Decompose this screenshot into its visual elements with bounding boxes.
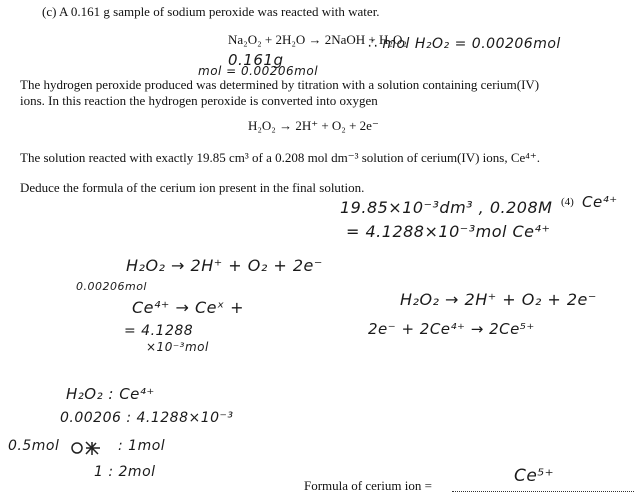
question-paragraph-2: The solution reacted with exactly 19.85 cm³ of a 0.208 mol dm⁻³ solution of cerium(IV) ions, Ce⁴⁺. — [20, 150, 540, 165]
hand-answer[interactable]: Ce⁵⁺ — [514, 466, 555, 486]
hand-ce-change: Ce⁴⁺ → Ceˣ + — [132, 298, 245, 317]
question-instruction: Deduce the formula of the cerium ion present in the final solution. — [20, 180, 365, 195]
reaction-equation-1: Na₂O₂ + 2H₂O → 2NaOH + H₂O₂ — [228, 32, 407, 47]
question-marks: (4) — [561, 196, 574, 208]
hand-mol-ce: = 4.1288×10⁻³mol Ce⁴⁺ — [346, 222, 551, 241]
answer-line — [452, 491, 634, 492]
question-paragraph-1-line-2: ions. In this reaction the hydrogen peroxide is converted into oxygen — [20, 93, 378, 108]
hand-ratio-one: : 1mol — [118, 438, 166, 454]
hand-half-equation-left: H₂O₂ → 2H⁺ + O₂ + 2e⁻ — [126, 256, 323, 275]
hand-ce-label: Ce⁴⁺ — [582, 193, 618, 211]
hand-half-equation-right: H₂O₂ → 2H⁺ + O₂ + 2e⁻ — [400, 290, 597, 309]
hand-ce-value: = 4.1288 — [124, 323, 194, 339]
hand-left-mol: 0.00206mol — [76, 280, 147, 293]
hand-ce-value-unit: ×10⁻³mol — [146, 340, 209, 354]
hand-mol-h2o2: ∴ mol H₂O₂ = 0.00206mol — [368, 36, 561, 52]
hand-ratio-half: 0.5mol — [8, 438, 60, 454]
question-intro: (c) A 0.161 g sample of sodium peroxide was reacted with water. — [42, 4, 380, 19]
hand-mass: 0.161g — [228, 51, 284, 69]
hand-ratio-header: H₂O₂ : Ce⁴⁺ — [66, 385, 155, 403]
answer-label: Formula of cerium ion = — [304, 478, 432, 493]
reaction-equation-2: H₂O₂ → 2H⁺ + O₂ + 2e⁻ — [248, 118, 379, 133]
hand-ratio-simplest: 1 : 2mol — [94, 464, 156, 480]
scribble-icon — [70, 440, 114, 456]
hand-overall-equation: 2e⁻ + 2Ce⁴⁺ → 2Ce⁵⁺ — [368, 320, 535, 338]
hand-titre: 19.85×10⁻³dm³ , 0.208M — [340, 198, 553, 217]
hand-ratio-values: 0.00206 : 4.1288×10⁻³ — [60, 410, 234, 426]
hand-mol-na2o2: mol = 0.00206mol — [198, 64, 319, 78]
question-paragraph-1-line-1: The hydrogen peroxide produced was determined by titration with a solution containing cerium(IV) — [20, 77, 540, 92]
